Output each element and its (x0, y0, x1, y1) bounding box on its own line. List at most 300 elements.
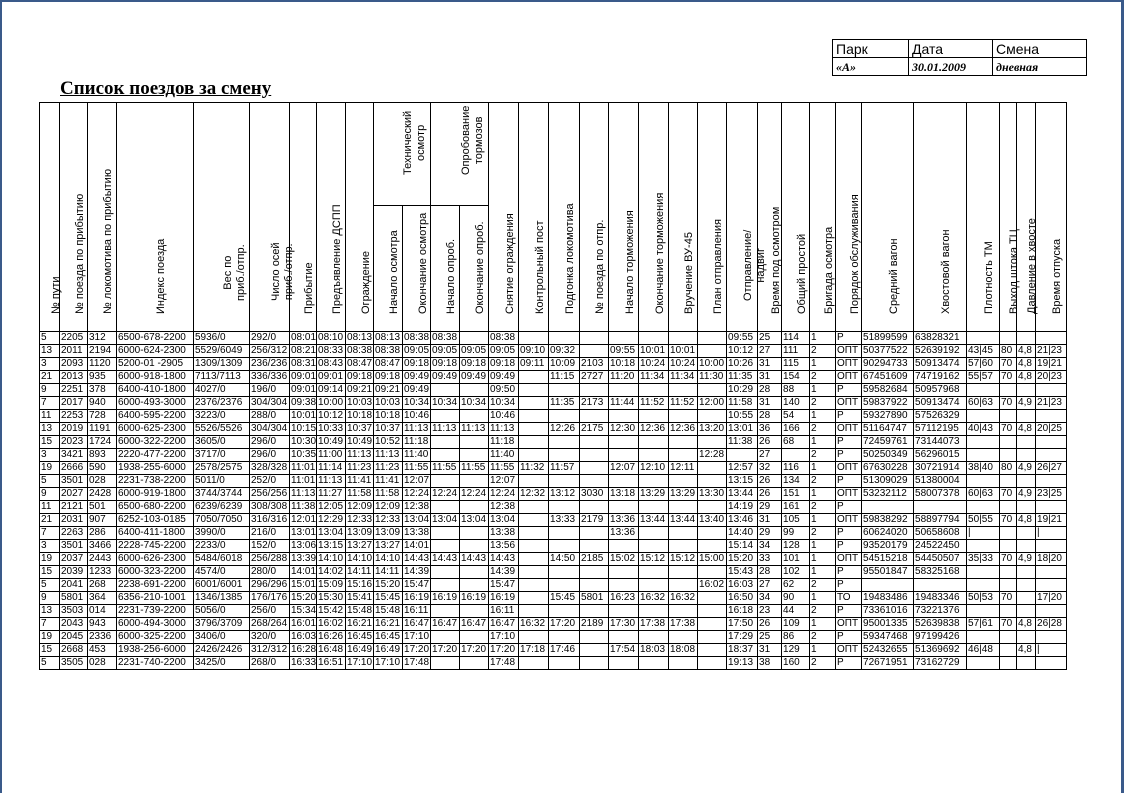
table-cell: 13:27 (374, 540, 403, 553)
table-cell: 09:10 (519, 345, 549, 358)
table-cell: 15:20 (374, 579, 403, 592)
table-cell: 13:04 (431, 514, 460, 527)
table-cell (460, 410, 489, 423)
col-braking-start: Начало торможения (609, 103, 639, 332)
table-cell: 13:01 (291, 527, 317, 538)
table-cell: 10:30 (291, 436, 317, 447)
table-cell (967, 436, 1000, 449)
table-cell: 13:40 (698, 514, 727, 527)
table-cell (1017, 436, 1036, 449)
table-cell: 50957968 (914, 384, 967, 397)
table-cell: 6252-103-0185 (117, 514, 194, 527)
table-cell: 16:21 (374, 618, 403, 631)
table-cell: 6001/6001 (194, 579, 250, 592)
table-cell: 14:02 (317, 566, 346, 579)
table-cell: 12:24 (460, 488, 489, 501)
table-cell: 236/236 (250, 358, 290, 371)
table-cell: 11:44 (609, 397, 639, 410)
table-cell: 14:43 (431, 553, 460, 566)
table-cell (1000, 631, 1017, 644)
table-cell: 13:04 (489, 514, 519, 527)
table-cell (580, 657, 609, 670)
table-cell: 54450507 (914, 553, 967, 566)
col-departure-train-number: № поезда по отпр. (580, 103, 609, 332)
table-cell: 2428 (88, 488, 117, 501)
date-value: 30.01.2009 (909, 58, 993, 76)
table-cell: 11:55 (431, 462, 460, 475)
table-cell: 11 (40, 501, 60, 514)
table-cell: 70 (1000, 592, 1017, 605)
table-cell: 10:01 (291, 410, 317, 421)
table-cell: 6000-626-2300 (117, 553, 194, 566)
table-cell: 728 (88, 410, 117, 423)
table-cell: 11:41 (346, 475, 374, 488)
table-cell (549, 449, 580, 462)
table-cell (698, 501, 727, 514)
table-cell: 2013 (60, 371, 88, 384)
table-cell: 09:18 (460, 358, 489, 371)
table-cell: 160 (782, 657, 810, 670)
table-cell: 12:00 (698, 397, 727, 410)
table-cell (431, 410, 460, 423)
table-cell: 99 (782, 527, 810, 540)
table-cell (1036, 579, 1067, 592)
table-cell: 129 (782, 644, 810, 657)
table-cell: 52639838 (914, 618, 967, 631)
table-cell (549, 540, 580, 553)
table-cell: 16:33 (291, 657, 317, 668)
table-cell: 4,9 (1017, 397, 1036, 410)
table-cell: 2093 (60, 358, 88, 371)
table-cell (580, 644, 609, 657)
table-cell: 2175 (580, 423, 609, 436)
table-cell: Р (836, 540, 862, 553)
table-cell: 15:01 (291, 579, 317, 590)
table-cell: 72459761 (862, 436, 914, 449)
table-cell: 1 (810, 410, 836, 423)
table-cell: 09:50 (489, 384, 519, 397)
table-cell: 09:55 (609, 345, 639, 358)
table-cell (431, 540, 460, 553)
table-cell: 12:07 (609, 462, 639, 475)
table-cell: 4,9 (1017, 462, 1036, 475)
table-cell: 14:43 (460, 553, 489, 566)
table-cell: 336/336 (250, 371, 290, 384)
table-cell (639, 332, 669, 345)
table-cell: 2443 (88, 553, 117, 566)
table-cell: 5801 (580, 592, 609, 605)
table-cell: 5 (40, 475, 60, 488)
table-cell: 6000-624-2300 (117, 345, 194, 358)
table-cell: 11:34 (639, 371, 669, 384)
table-cell: 3 (40, 358, 60, 371)
table-cell: 11:32 (519, 462, 549, 475)
table-cell: 08:38 (489, 332, 519, 345)
table-cell: 72671951 (862, 657, 914, 670)
table-cell: 21 (40, 371, 60, 384)
table-cell: 304/304 (250, 397, 290, 410)
table-cell: 2 (810, 657, 836, 670)
table-cell: 256/312 (250, 345, 290, 358)
table-cell: 3421 (60, 449, 88, 462)
table-cell: 19483346 (914, 592, 967, 605)
table-cell: 34 (758, 540, 782, 553)
table-cell: 6000-325-2200 (117, 631, 194, 644)
table-cell: 16:19 (489, 592, 519, 605)
table-cell: 11:58 (346, 488, 374, 501)
table-cell: 16:26 (317, 631, 346, 644)
park-date-shift-table (832, 39, 1087, 76)
table-cell (1000, 644, 1017, 657)
table-row (40, 592, 1067, 605)
col-control-post: Контрольный пост (519, 103, 549, 332)
table-cell: 1724 (88, 436, 117, 449)
table-cell: 1938-255-6000 (117, 462, 194, 475)
table-cell: 296/296 (250, 579, 290, 592)
table-cell (669, 540, 698, 553)
table-cell: 151 (782, 488, 810, 501)
table-cell: 16:18 (727, 605, 758, 618)
table-cell (1017, 605, 1036, 618)
table-cell: 13:04 (460, 514, 489, 527)
table-cell: 11:13 (460, 423, 489, 436)
table-cell: 15:30 (317, 592, 346, 605)
table-cell (549, 527, 580, 540)
table-cell: 17:54 (609, 644, 639, 657)
table-cell: 16:32 (669, 592, 698, 605)
table-cell: 15:00 (698, 553, 727, 566)
table-cell: 11:35 (549, 397, 580, 410)
table-cell: 21|23 (1036, 397, 1067, 410)
table-cell: 26 (758, 618, 782, 631)
table-cell: 57|60 (967, 358, 1000, 371)
table-cell: 19483486 (862, 592, 914, 605)
table-cell (669, 605, 698, 618)
table-cell: 18|20 (1036, 553, 1067, 566)
table-cell: 308/308 (250, 501, 290, 514)
table-cell: 3605/0 (194, 436, 250, 449)
table-cell: 6000-323-2200 (117, 566, 194, 579)
table-cell (1017, 475, 1036, 488)
table-cell (1036, 436, 1067, 449)
table-cell: 3501 (60, 540, 88, 553)
table-cell: 56296015 (914, 449, 967, 462)
table-row (40, 423, 1067, 436)
table-cell (609, 566, 639, 579)
table-cell: 13:36 (609, 514, 639, 527)
table-cell (431, 475, 460, 488)
table-cell: 3466 (88, 540, 117, 553)
table-cell: 12:38 (404, 501, 430, 512)
col-braking-end: Окончание торможения (639, 103, 669, 332)
table-cell: 16:47 (431, 618, 460, 631)
table-cell: 4,8 (1017, 514, 1036, 527)
table-cell (460, 566, 489, 579)
table-cell (967, 410, 1000, 423)
table-cell: 09:49 (404, 384, 430, 395)
table-cell (967, 384, 1000, 397)
table-cell (1017, 332, 1036, 345)
table-cell: 10:24 (639, 358, 669, 371)
table-cell: 08:38 (431, 332, 460, 345)
table-cell: 16:32 (519, 618, 549, 631)
table-cell (519, 423, 549, 436)
table-cell: 52639192 (914, 345, 967, 358)
table-cell (967, 631, 1000, 644)
table-cell: 3744/3744 (194, 488, 250, 501)
table-cell: 68 (782, 436, 810, 449)
table-cell: 6000-625-2300 (117, 423, 194, 436)
table-cell: 70 (1000, 488, 1017, 501)
table-cell (549, 566, 580, 579)
table-cell: 32 (758, 462, 782, 475)
table-cell: 14:19 (727, 501, 758, 514)
table-cell (580, 501, 609, 514)
table-cell: 2251 (60, 384, 88, 397)
table-cell: 09:49 (404, 371, 430, 382)
table-cell (580, 462, 609, 475)
table-cell: 161 (782, 501, 810, 514)
table-cell (1036, 449, 1067, 462)
table-cell: 12:07 (404, 475, 430, 486)
table-cell: 17:20 (404, 644, 430, 655)
table-cell: 15:12 (639, 553, 669, 566)
table-cell (1000, 410, 1017, 423)
table-cell: 4,8 (1017, 358, 1036, 371)
table-cell: 1 (810, 332, 836, 345)
col-inspection-end: Окончание осмотра (403, 206, 431, 332)
table-cell (967, 501, 1000, 514)
table-row (40, 449, 1067, 462)
table-cell (698, 527, 727, 540)
table-cell (669, 657, 698, 670)
table-cell: 11:13 (431, 423, 460, 436)
table-cell: 11:01 (291, 462, 316, 473)
table-cell (431, 579, 460, 592)
table-cell: 16:47 (460, 618, 489, 631)
table-cell: 152/0 (250, 540, 290, 553)
table-cell: 1120 (88, 358, 117, 371)
table-cell: 19 (40, 631, 60, 644)
table-cell: 11:13 (374, 449, 403, 462)
table-cell (1000, 540, 1017, 553)
table-cell: 09:05 (460, 345, 489, 358)
table-cell: 13:38 (489, 527, 519, 540)
table-cell: 60624020 (862, 527, 914, 540)
table-cell: 102 (782, 566, 810, 579)
table-cell: 29 (758, 527, 782, 540)
table-cell: 15:47 (489, 579, 519, 592)
table-cell: 2 (810, 631, 836, 644)
col-fence-removal: Снятие ограждения (489, 103, 519, 332)
table-cell: 1 (810, 553, 836, 566)
table-cell (639, 436, 669, 449)
table-cell: 3425/0 (194, 657, 250, 670)
table-cell: 17:46 (549, 644, 580, 657)
table-cell: 9 (40, 384, 60, 397)
table-cell: 18:03 (639, 644, 669, 657)
table-row (40, 436, 1067, 449)
table-cell (519, 332, 549, 345)
table-cell (1017, 449, 1036, 462)
table-cell: ОПТ (836, 644, 862, 657)
table-cell: 16:28 (291, 644, 317, 655)
col-axles: Число осей приб./отпр. (250, 103, 290, 332)
table-cell: 27 (758, 345, 782, 358)
table-cell: 10:18 (347, 410, 373, 421)
table-cell: 6000-494-3000 (117, 618, 194, 631)
table-cell: 16:01 (291, 618, 317, 629)
table-cell: 73162729 (914, 657, 967, 670)
table-cell: 58325168 (914, 566, 967, 579)
table-cell: 10:37 (347, 423, 373, 434)
table-cell (967, 657, 1000, 670)
table-cell: 10:55 (727, 410, 758, 423)
table-cell: 11:57 (549, 462, 580, 475)
table-cell: 31 (758, 397, 782, 410)
table-cell: 13 (40, 345, 60, 358)
table-cell: 11:35 (727, 371, 758, 384)
table-cell (862, 579, 914, 592)
table-cell: 11:38 (291, 501, 316, 512)
table-cell: 105 (782, 514, 810, 527)
table-cell: 13:39 (291, 553, 317, 564)
table-cell (519, 527, 549, 540)
table-cell: 15 (40, 644, 60, 657)
table-cell: 10:37 (374, 423, 403, 436)
table-cell: 13 (40, 605, 60, 618)
table-cell (519, 540, 549, 553)
table-cell: 7 (40, 527, 60, 540)
group-tech-inspection: Технический осмотр (374, 103, 431, 206)
table-cell: 17:10 (404, 631, 430, 642)
table-cell: 35|33 (967, 553, 1000, 566)
table-cell (1000, 475, 1017, 488)
table-row (40, 540, 1067, 553)
table-cell: ОПТ (836, 488, 862, 501)
table-cell: 028 (88, 475, 117, 488)
table-cell: 6000-918-1800 (117, 371, 194, 384)
table-cell (609, 410, 639, 423)
table-cell: 31 (758, 514, 782, 527)
table-cell: 154 (782, 371, 810, 384)
table-cell: 3990/0 (194, 527, 250, 540)
table-cell: 14:01 (291, 566, 317, 577)
table-cell: 3717/0 (194, 449, 250, 462)
table-cell: 09:18 (431, 358, 460, 371)
table-cell (1000, 332, 1017, 345)
table-cell: 16:03 (291, 631, 317, 642)
table-cell: 15:45 (549, 592, 580, 605)
table-cell: 13:20 (698, 423, 727, 436)
table-cell: 501 (88, 501, 117, 514)
table-cell: 2231-739-2200 (117, 605, 194, 618)
table-cell (639, 657, 669, 670)
table-cell: 09:05 (404, 345, 430, 356)
table-cell: 2043 (60, 618, 88, 631)
table-cell: 09:05 (431, 345, 460, 358)
table-cell: 2031 (60, 514, 88, 527)
table-cell: Р (836, 501, 862, 514)
table-cell: 17:20 (489, 644, 519, 657)
table-cell: 10:35 (291, 449, 317, 460)
table-cell: 3406/0 (194, 631, 250, 644)
table-cell: 6000-322-2200 (117, 436, 194, 449)
table-cell: 88 (782, 384, 810, 397)
table-cell: ОПТ (836, 345, 862, 358)
table-cell: 11:27 (317, 488, 346, 501)
table-cell: 31 (758, 371, 782, 384)
table-cell: 12:30 (609, 423, 639, 436)
table-cell: 5484/6018 (194, 553, 250, 566)
table-cell: 73361016 (862, 605, 914, 618)
table-cell: 11:40 (403, 449, 431, 462)
table-cell: 196/0 (250, 384, 290, 397)
table-cell: 590 (88, 462, 117, 475)
table-cell: 15:09 (317, 579, 346, 592)
table-cell (519, 475, 549, 488)
table-cell: 15:48 (374, 605, 403, 618)
table-cell: 16:49 (374, 644, 403, 657)
table-cell: 12:07 (489, 475, 519, 488)
table-cell: 09:49 (460, 371, 489, 384)
table-row (40, 501, 1067, 514)
table-cell: 16:47 (404, 618, 430, 629)
table-cell (519, 605, 549, 618)
table-cell: 2727 (580, 371, 609, 384)
table-cell (698, 566, 727, 579)
table-cell: 14:43 (489, 553, 519, 566)
table-cell (669, 631, 698, 644)
table-cell: 11:15 (549, 371, 580, 384)
table-cell: 1 (810, 488, 836, 501)
table-cell: 1 (810, 540, 836, 553)
table-cell: 2668 (60, 644, 88, 657)
table-cell: 95501847 (862, 566, 914, 579)
table-cell (609, 631, 639, 644)
table-cell: 11:58 (727, 397, 758, 410)
table-cell: 55|57 (967, 371, 1000, 384)
table-cell: 08:31 (291, 358, 317, 369)
table-cell: 5 (40, 332, 60, 345)
table-cell: 20|25 (1036, 423, 1067, 436)
table-cell: 13:15 (727, 475, 758, 488)
table-cell (1017, 410, 1036, 423)
col-service-order: Порядок обслуживания (836, 103, 862, 332)
table-cell (519, 514, 549, 527)
table-cell (727, 449, 758, 462)
table-cell: 2426/2426 (194, 644, 250, 657)
table-cell (1000, 566, 1017, 579)
table-cell: 7 (40, 618, 60, 631)
col-departure-plan: План отправления (698, 103, 727, 332)
table-cell: 50913474 (914, 358, 967, 371)
table-cell: 16:48 (317, 644, 346, 657)
table-cell: 26|27 (1036, 462, 1067, 475)
table-cell: 17:38 (639, 618, 669, 631)
table-cell: 59582684 (862, 384, 914, 397)
table-cell (698, 644, 727, 657)
table-cell: 27 (758, 579, 782, 592)
table-cell: 13:33 (549, 514, 580, 527)
table-cell: 111 (782, 345, 810, 358)
table-cell (639, 540, 669, 553)
window-top-border (0, 0, 1124, 2)
table-cell: 13:29 (639, 488, 669, 501)
table-cell: 10:52 (374, 436, 403, 449)
table-cell: 16:23 (609, 592, 639, 605)
table-cell: 73144073 (914, 436, 967, 449)
